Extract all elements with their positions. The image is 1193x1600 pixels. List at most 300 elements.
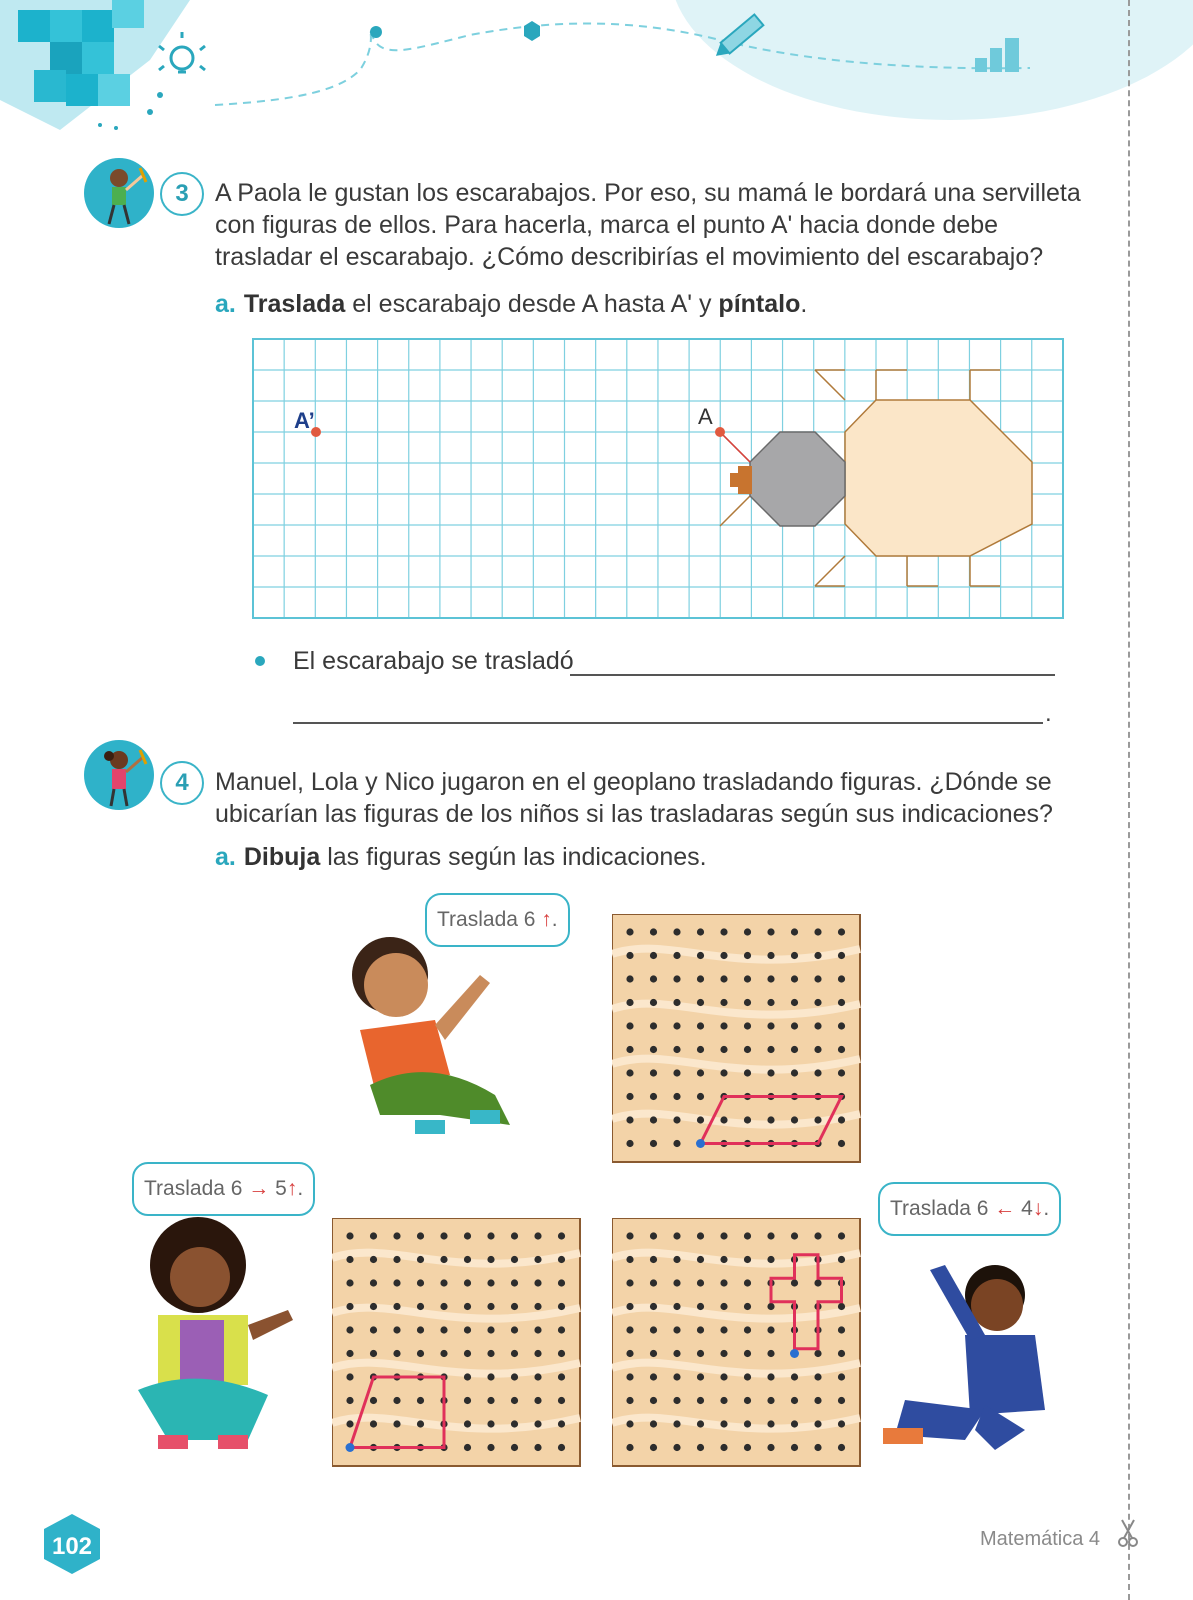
peg <box>673 1326 680 1333</box>
peg <box>767 1022 774 1029</box>
peg <box>697 1069 704 1076</box>
peg <box>346 1326 353 1333</box>
peg <box>650 1256 657 1263</box>
peg <box>650 1279 657 1286</box>
peg <box>814 1350 821 1357</box>
avatar-boy <box>84 158 154 228</box>
peg <box>534 1397 541 1404</box>
peg <box>650 1022 657 1029</box>
peg <box>744 1232 751 1239</box>
peg <box>720 1444 727 1451</box>
peg <box>440 1326 447 1333</box>
peg <box>814 928 821 935</box>
lightbulb-icon <box>159 32 205 72</box>
peg <box>626 975 633 982</box>
peg <box>791 928 798 935</box>
svg-text:102: 102 <box>51 1533 93 1560</box>
peg <box>650 1397 657 1404</box>
peg <box>791 952 798 959</box>
peg <box>626 1420 633 1427</box>
peg <box>767 1232 774 1239</box>
peg <box>534 1373 541 1380</box>
peg <box>346 1350 353 1357</box>
start-peg <box>346 1443 355 1452</box>
start-peg <box>696 1139 705 1148</box>
peg <box>838 1373 845 1380</box>
peg <box>626 1279 633 1286</box>
peg <box>393 1256 400 1263</box>
header-decoration <box>0 0 1193 140</box>
peg <box>791 1046 798 1053</box>
peg <box>626 1046 633 1053</box>
peg <box>814 1279 821 1286</box>
peg <box>697 1279 704 1286</box>
peg <box>346 1303 353 1310</box>
peg <box>346 1256 353 1263</box>
peg <box>767 1373 774 1380</box>
peg <box>393 1326 400 1333</box>
peg <box>558 1326 565 1333</box>
peg <box>346 1279 353 1286</box>
peg <box>650 1350 657 1357</box>
peg <box>626 1140 633 1147</box>
peg <box>417 1279 424 1286</box>
peg <box>626 1444 633 1451</box>
answer-prompt: El escarabajo se trasladó <box>293 647 574 675</box>
label-a-prime: A’ <box>294 408 315 433</box>
peg <box>626 928 633 935</box>
geoboard-manuel <box>612 914 862 1164</box>
peg <box>370 1350 377 1357</box>
peg <box>626 1069 633 1076</box>
peg <box>838 1303 845 1310</box>
peg <box>650 1093 657 1100</box>
peg <box>673 1397 680 1404</box>
peg <box>697 928 704 935</box>
peg <box>791 1397 798 1404</box>
peg <box>626 1232 633 1239</box>
geoboard-lola <box>332 1218 582 1468</box>
avatar-girl <box>84 740 154 810</box>
peg <box>464 1279 471 1286</box>
peg <box>838 999 845 1006</box>
peg <box>440 1279 447 1286</box>
peg <box>370 1232 377 1239</box>
peg <box>814 1232 821 1239</box>
peg <box>370 1279 377 1286</box>
peg <box>393 1420 400 1427</box>
peg <box>650 1232 657 1239</box>
peg <box>744 1444 751 1451</box>
peg <box>673 1232 680 1239</box>
peg <box>626 1373 633 1380</box>
peg <box>558 1373 565 1380</box>
peg <box>744 1022 751 1029</box>
exercise-3-item-a: a. Traslada el escarabajo desde A hasta A' y píntalo. <box>215 290 808 318</box>
peg <box>650 928 657 935</box>
peg <box>720 1373 727 1380</box>
peg <box>814 1116 821 1123</box>
peg <box>744 1303 751 1310</box>
peg <box>814 1022 821 1029</box>
peg <box>838 1069 845 1076</box>
peg <box>650 1116 657 1123</box>
exercise-3-number: 3 <box>160 172 204 216</box>
peg <box>838 975 845 982</box>
peg <box>720 1046 727 1053</box>
peg <box>767 999 774 1006</box>
exercise-3-text: A Paola le gustan los escarabajos. Por eso, su mamá le bordará una servilleta con figuras de ellos. Para hacerla, marca el punto A' hacia donde debe trasladar el escarabajo. ¿Cómo describirías el movimiento del escarabajo? <box>215 179 1081 271</box>
peg <box>673 1373 680 1380</box>
peg <box>650 1046 657 1053</box>
peg <box>744 1397 751 1404</box>
peg <box>626 1256 633 1263</box>
peg <box>720 1350 727 1357</box>
peg <box>626 1022 633 1029</box>
peg <box>767 952 774 959</box>
peg <box>697 952 704 959</box>
peg <box>744 1069 751 1076</box>
peg <box>558 1232 565 1239</box>
peg <box>511 1397 518 1404</box>
peg <box>487 1373 494 1380</box>
answer-line-1[interactable] <box>570 674 1055 676</box>
beetle-body <box>845 400 1032 556</box>
exercise-4-text: Manuel, Lola y Nico jugaron en el geoplano trasladando figuras. ¿Dónde se ubicarían las figuras de los niños si las trasladaras según sus indicaciones? <box>215 768 1053 828</box>
peg <box>767 1116 774 1123</box>
peg <box>838 1350 845 1357</box>
peg <box>838 928 845 935</box>
page-number-badge <box>40 1512 104 1576</box>
peg <box>511 1350 518 1357</box>
peg <box>650 1140 657 1147</box>
peg <box>558 1420 565 1427</box>
peg <box>464 1326 471 1333</box>
peg <box>346 1373 353 1380</box>
peg <box>534 1350 541 1357</box>
bubble-nico: Traslada 6 ← 4↓. <box>878 1182 1061 1236</box>
peg <box>814 1444 821 1451</box>
book-title: Matemática 4 <box>980 1528 1101 1550</box>
peg <box>650 1420 657 1427</box>
peg <box>720 999 727 1006</box>
peg <box>534 1444 541 1451</box>
answer-end: . <box>1045 700 1052 727</box>
peg <box>534 1303 541 1310</box>
peg <box>791 1116 798 1123</box>
peg <box>838 1420 845 1427</box>
peg <box>626 999 633 1006</box>
peg <box>744 1420 751 1427</box>
peg <box>370 1303 377 1310</box>
peg <box>791 1279 798 1286</box>
peg <box>673 1046 680 1053</box>
peg <box>440 1256 447 1263</box>
peg <box>650 999 657 1006</box>
peg <box>838 1256 845 1263</box>
peg <box>346 1232 353 1239</box>
peg <box>697 1326 704 1333</box>
peg <box>767 1444 774 1451</box>
peg <box>720 1420 727 1427</box>
peg <box>487 1256 494 1263</box>
peg <box>487 1444 494 1451</box>
peg <box>744 952 751 959</box>
peg <box>673 952 680 959</box>
peg <box>417 1326 424 1333</box>
peg <box>814 975 821 982</box>
manuel-illustration <box>320 925 530 1155</box>
peg <box>370 1420 377 1427</box>
peg <box>697 1420 704 1427</box>
peg <box>697 1373 704 1380</box>
peg <box>697 1256 704 1263</box>
peg <box>697 1046 704 1053</box>
peg <box>744 1373 751 1380</box>
pencil-icon <box>711 14 763 61</box>
peg <box>558 1444 565 1451</box>
peg <box>767 1256 774 1263</box>
peg <box>534 1420 541 1427</box>
point-a <box>715 427 725 437</box>
peg <box>673 1303 680 1310</box>
peg <box>650 1326 657 1333</box>
peg <box>673 1140 680 1147</box>
peg <box>697 1022 704 1029</box>
peg <box>673 1093 680 1100</box>
peg <box>464 1232 471 1239</box>
peg <box>720 952 727 959</box>
peg <box>814 1046 821 1053</box>
peg <box>650 1373 657 1380</box>
peg <box>534 1232 541 1239</box>
peg <box>346 1397 353 1404</box>
peg <box>767 1303 774 1310</box>
peg <box>791 975 798 982</box>
peg <box>464 1256 471 1263</box>
peg <box>744 1116 751 1123</box>
peg <box>767 1069 774 1076</box>
peg <box>417 1303 424 1310</box>
peg <box>838 1444 845 1451</box>
peg <box>464 1397 471 1404</box>
peg <box>370 1397 377 1404</box>
peg <box>673 1350 680 1357</box>
peg <box>511 1279 518 1286</box>
peg <box>791 1444 798 1451</box>
peg <box>838 1397 845 1404</box>
peg <box>558 1256 565 1263</box>
peg <box>650 1303 657 1310</box>
peg <box>511 1232 518 1239</box>
peg <box>650 1444 657 1451</box>
peg <box>720 1397 727 1404</box>
nico-illustration <box>875 1240 1065 1460</box>
peg <box>720 1022 727 1029</box>
peg <box>720 928 727 935</box>
answer-line-2[interactable] <box>293 722 1043 724</box>
peg <box>626 1350 633 1357</box>
peg <box>673 1116 680 1123</box>
peg <box>673 1256 680 1263</box>
peg <box>626 1116 633 1123</box>
peg <box>534 1326 541 1333</box>
cube-stack-icon <box>0 0 190 130</box>
peg <box>673 1069 680 1076</box>
bullet <box>255 656 265 666</box>
peg <box>487 1326 494 1333</box>
peg <box>626 1397 633 1404</box>
peg <box>464 1350 471 1357</box>
peg <box>393 1279 400 1286</box>
peg <box>791 1022 798 1029</box>
peg <box>511 1444 518 1451</box>
peg <box>673 1279 680 1286</box>
peg <box>697 999 704 1006</box>
peg <box>838 1116 845 1123</box>
peg <box>814 1420 821 1427</box>
peg <box>370 1256 377 1263</box>
peg <box>511 1303 518 1310</box>
peg <box>417 1232 424 1239</box>
peg <box>814 1069 821 1076</box>
peg <box>838 1046 845 1053</box>
peg <box>814 952 821 959</box>
peg <box>534 1279 541 1286</box>
bubble-manuel: Traslada 6 ↑. <box>425 893 570 947</box>
peg <box>673 1444 680 1451</box>
peg <box>487 1420 494 1427</box>
start-peg <box>790 1349 799 1358</box>
peg <box>626 1093 633 1100</box>
peg <box>626 1303 633 1310</box>
bubble-lola: Traslada 6 → 5↑. <box>132 1162 315 1216</box>
peg <box>534 1256 541 1263</box>
peg <box>744 1256 751 1263</box>
peg <box>767 1326 774 1333</box>
peg <box>697 1397 704 1404</box>
peg <box>744 1350 751 1357</box>
peg <box>393 1350 400 1357</box>
peg <box>814 999 821 1006</box>
peg <box>838 1326 845 1333</box>
peg <box>487 1279 494 1286</box>
peg <box>464 1444 471 1451</box>
peg <box>626 1326 633 1333</box>
peg <box>791 1232 798 1239</box>
peg <box>417 1420 424 1427</box>
peg <box>558 1350 565 1357</box>
peg <box>791 1373 798 1380</box>
peg <box>697 1444 704 1451</box>
peg <box>417 1350 424 1357</box>
peg <box>767 1420 774 1427</box>
peg <box>814 1373 821 1380</box>
beetle <box>720 370 1032 586</box>
peg <box>767 1397 774 1404</box>
peg <box>838 1022 845 1029</box>
peg <box>697 1350 704 1357</box>
peg <box>814 1397 821 1404</box>
peg <box>744 1046 751 1053</box>
peg <box>744 975 751 982</box>
peg <box>487 1350 494 1357</box>
peg <box>697 975 704 982</box>
peg <box>487 1303 494 1310</box>
peg <box>393 1232 400 1239</box>
peg <box>673 975 680 982</box>
peg <box>673 999 680 1006</box>
peg <box>440 1350 447 1357</box>
peg <box>346 1420 353 1427</box>
peg <box>558 1303 565 1310</box>
peg <box>767 975 774 982</box>
peg <box>511 1326 518 1333</box>
peg <box>720 1232 727 1239</box>
peg <box>767 928 774 935</box>
exercise-4-item-a: a. Dibuja las figuras según las indicaciones. <box>215 843 707 871</box>
peg <box>464 1373 471 1380</box>
peg <box>720 1069 727 1076</box>
peg <box>767 1046 774 1053</box>
peg <box>417 1397 424 1404</box>
peg <box>464 1420 471 1427</box>
peg <box>673 1022 680 1029</box>
peg <box>838 1140 845 1147</box>
geoboard-nico <box>612 1218 862 1468</box>
peg <box>791 1069 798 1076</box>
peg <box>697 1093 704 1100</box>
peg <box>650 975 657 982</box>
peg <box>838 1232 845 1239</box>
peg <box>673 1420 680 1427</box>
peg <box>417 1256 424 1263</box>
peg <box>487 1232 494 1239</box>
peg <box>511 1373 518 1380</box>
peg <box>720 1116 727 1123</box>
peg <box>650 1069 657 1076</box>
peg <box>558 1279 565 1286</box>
peg <box>511 1256 518 1263</box>
peg <box>697 1116 704 1123</box>
peg <box>838 952 845 959</box>
peg <box>697 1232 704 1239</box>
peg <box>767 1350 774 1357</box>
lola-illustration <box>128 1215 328 1475</box>
peg <box>558 1397 565 1404</box>
peg <box>720 1279 727 1286</box>
bar-chart-icon <box>975 38 1019 72</box>
peg <box>487 1397 494 1404</box>
peg <box>511 1420 518 1427</box>
label-a: A <box>698 404 713 429</box>
peg <box>744 928 751 935</box>
peg <box>791 999 798 1006</box>
peg <box>393 1397 400 1404</box>
peg <box>720 1326 727 1333</box>
peg <box>697 1303 704 1310</box>
peg <box>464 1303 471 1310</box>
translation-grid <box>250 336 1070 626</box>
peg <box>744 1279 751 1286</box>
peg <box>720 1303 727 1310</box>
exercise-4-number: 4 <box>160 761 204 805</box>
peg <box>393 1303 400 1310</box>
peg <box>440 1303 447 1310</box>
peg <box>650 952 657 959</box>
peg <box>626 952 633 959</box>
peg <box>791 1420 798 1427</box>
